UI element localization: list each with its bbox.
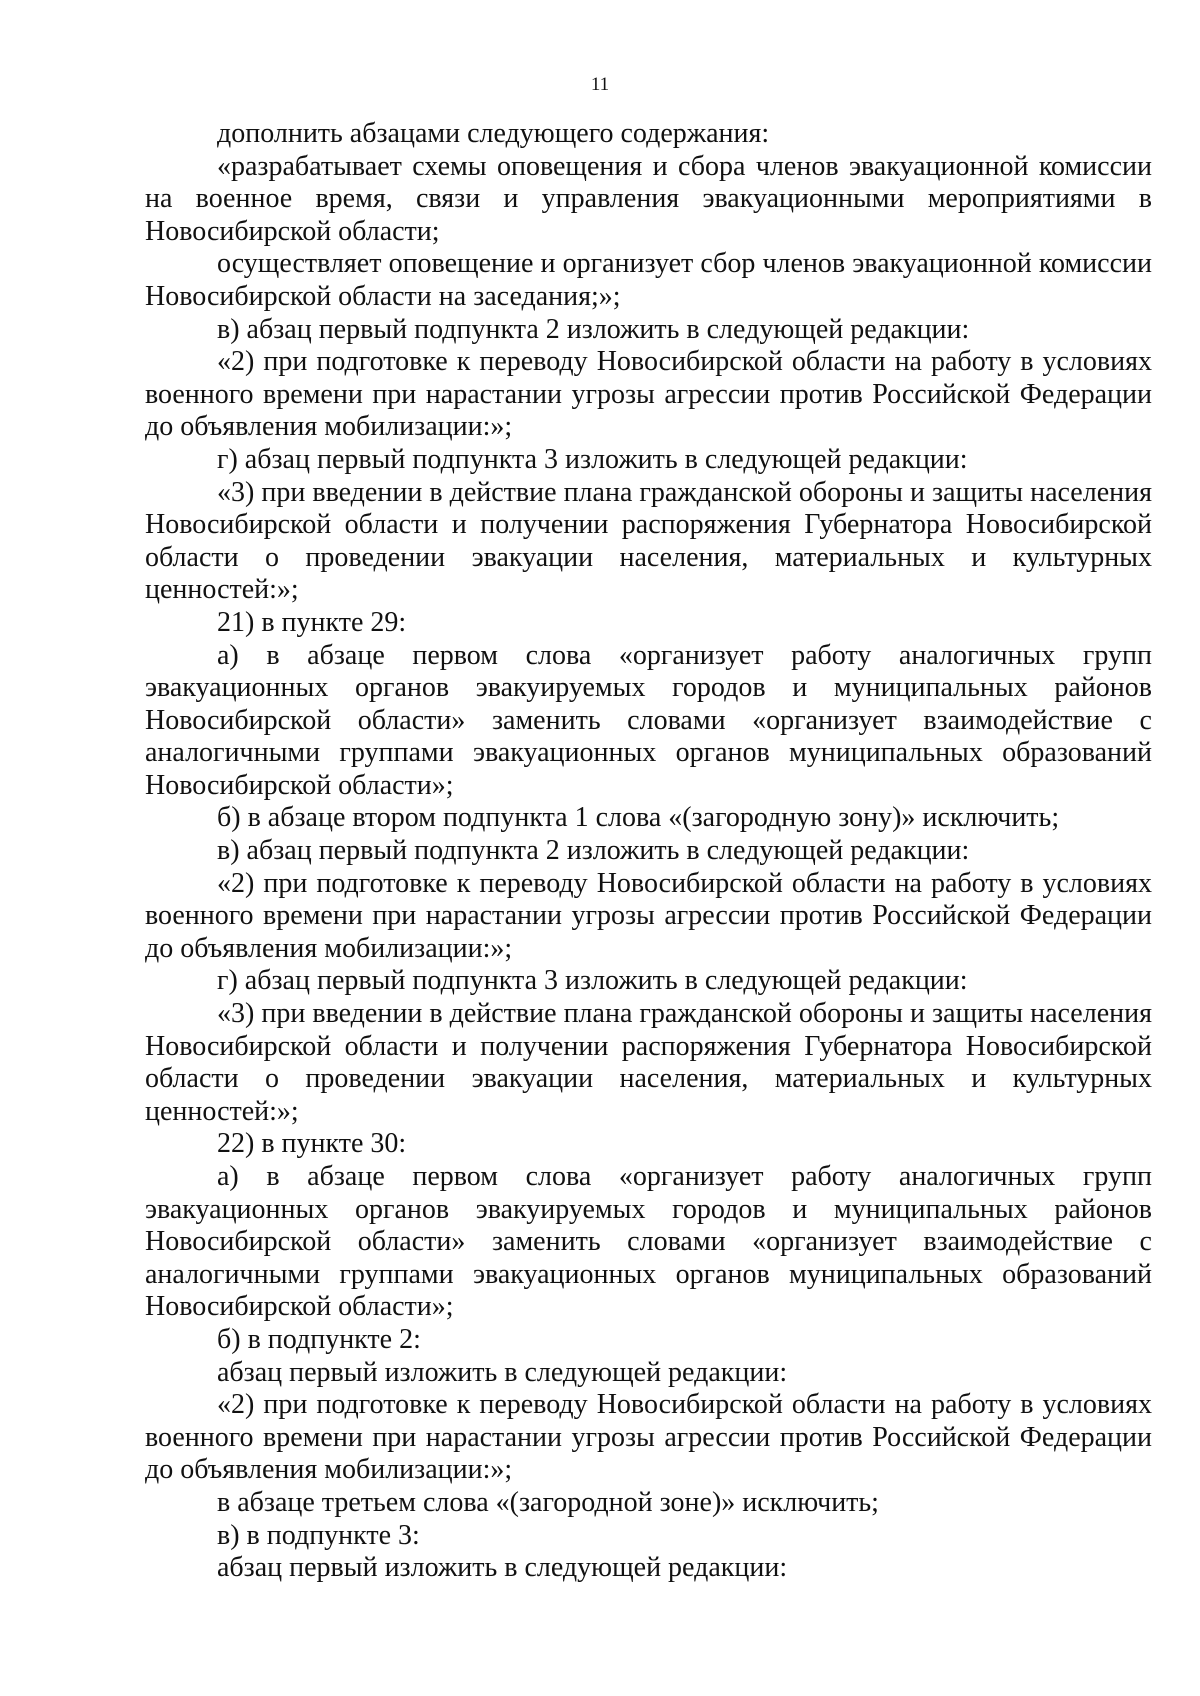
paragraph: «2) при подготовке к переводу Новосибирской области на работу в условиях военного времени при нарастании угрозы агрессии против Российской Федерации до объявления мобилизации:»; xyxy=(145,867,1152,964)
page-number: 11 xyxy=(590,74,610,95)
paragraph: абзац первый изложить в следующей редакции: xyxy=(217,1356,788,1388)
paragraph: г) абзац первый подпункта 3 изложить в следующей редакции: xyxy=(217,443,968,475)
paragraph: «разрабатывает схемы оповещения и сбора членов эвакуационной комиссии на военное время, связи и управления эвакуационными мероприятиями в Новосибирской области; xyxy=(145,150,1152,247)
paragraph: 22) в пункте 30: xyxy=(217,1128,407,1160)
paragraph: б) в подпункте 2: xyxy=(217,1323,421,1355)
paragraph: а) в абзаце первом слова «организует работу аналогичных групп эвакуационных органов эвакуируемых городов и муниципальных районов Новосибирской области» заменить словами «организует взаимодействие с аналогичными группами эвакуационных органов муниципальных образований Новосибирской области»; xyxy=(145,1161,1152,1323)
paragraph: «2) при подготовке к переводу Новосибирской области на работу в условиях военного времени при нарастании угрозы агрессии против Российской Федерации до объявления мобилизации:»; xyxy=(145,346,1152,443)
paragraph: «2) при подготовке к переводу Новосибирской области на работу в условиях военного времени при нарастании угрозы агрессии против Российской Федерации до объявления мобилизации:»; xyxy=(145,1389,1152,1486)
paragraph: абзац первый изложить в следующей редакции: xyxy=(217,1552,788,1584)
paragraph: в абзаце третьем слова «(загородной зоне)» исключить; xyxy=(217,1486,879,1518)
paragraph: дополнить абзацами следующего содержания: xyxy=(217,118,770,149)
paragraph: в) в подпункте 3: xyxy=(217,1519,420,1551)
document-body xyxy=(145,118,1152,1585)
paragraph: в) абзац первый подпункта 2 изложить в следующей редакции: xyxy=(217,313,970,345)
paragraph: а) в абзаце первом слова «организует работу аналогичных групп эвакуационных органов эвакуируемых городов и муниципальных районов Новосибирской области» заменить словами «организует взаимодействие с аналогичными группами эвакуационных органов муниципальных образований Новосибирской области»; xyxy=(145,639,1152,801)
paragraph: б) в абзаце втором подпункта 1 слова «(загородную зону)» исключить; xyxy=(217,802,1060,834)
paragraph: «3) при введении в действие плана гражданской обороны и защиты населения Новосибирской области и получении распоряжения Губернатора Новосибирской области о проведении эвакуации населения, материальных и культурных ценностей:»; xyxy=(145,476,1152,606)
paragraph: в) абзац первый подпункта 2 изложить в следующей редакции: xyxy=(217,835,970,867)
paragraph: 21) в пункте 29: xyxy=(217,606,407,638)
paragraph: «3) при введении в действие плана гражданской обороны и защиты населения Новосибирской области и получении распоряжения Губернатора Новосибирской области о проведении эвакуации населения, материальных и культурных ценностей:»; xyxy=(145,998,1152,1127)
paragraph: осуществляет оповещение и организует сбор членов эвакуационной комиссии Новосибирской области на заседания;»; xyxy=(145,248,1152,312)
paragraph: г) абзац первый подпункта 3 изложить в следующей редакции: xyxy=(217,965,968,997)
